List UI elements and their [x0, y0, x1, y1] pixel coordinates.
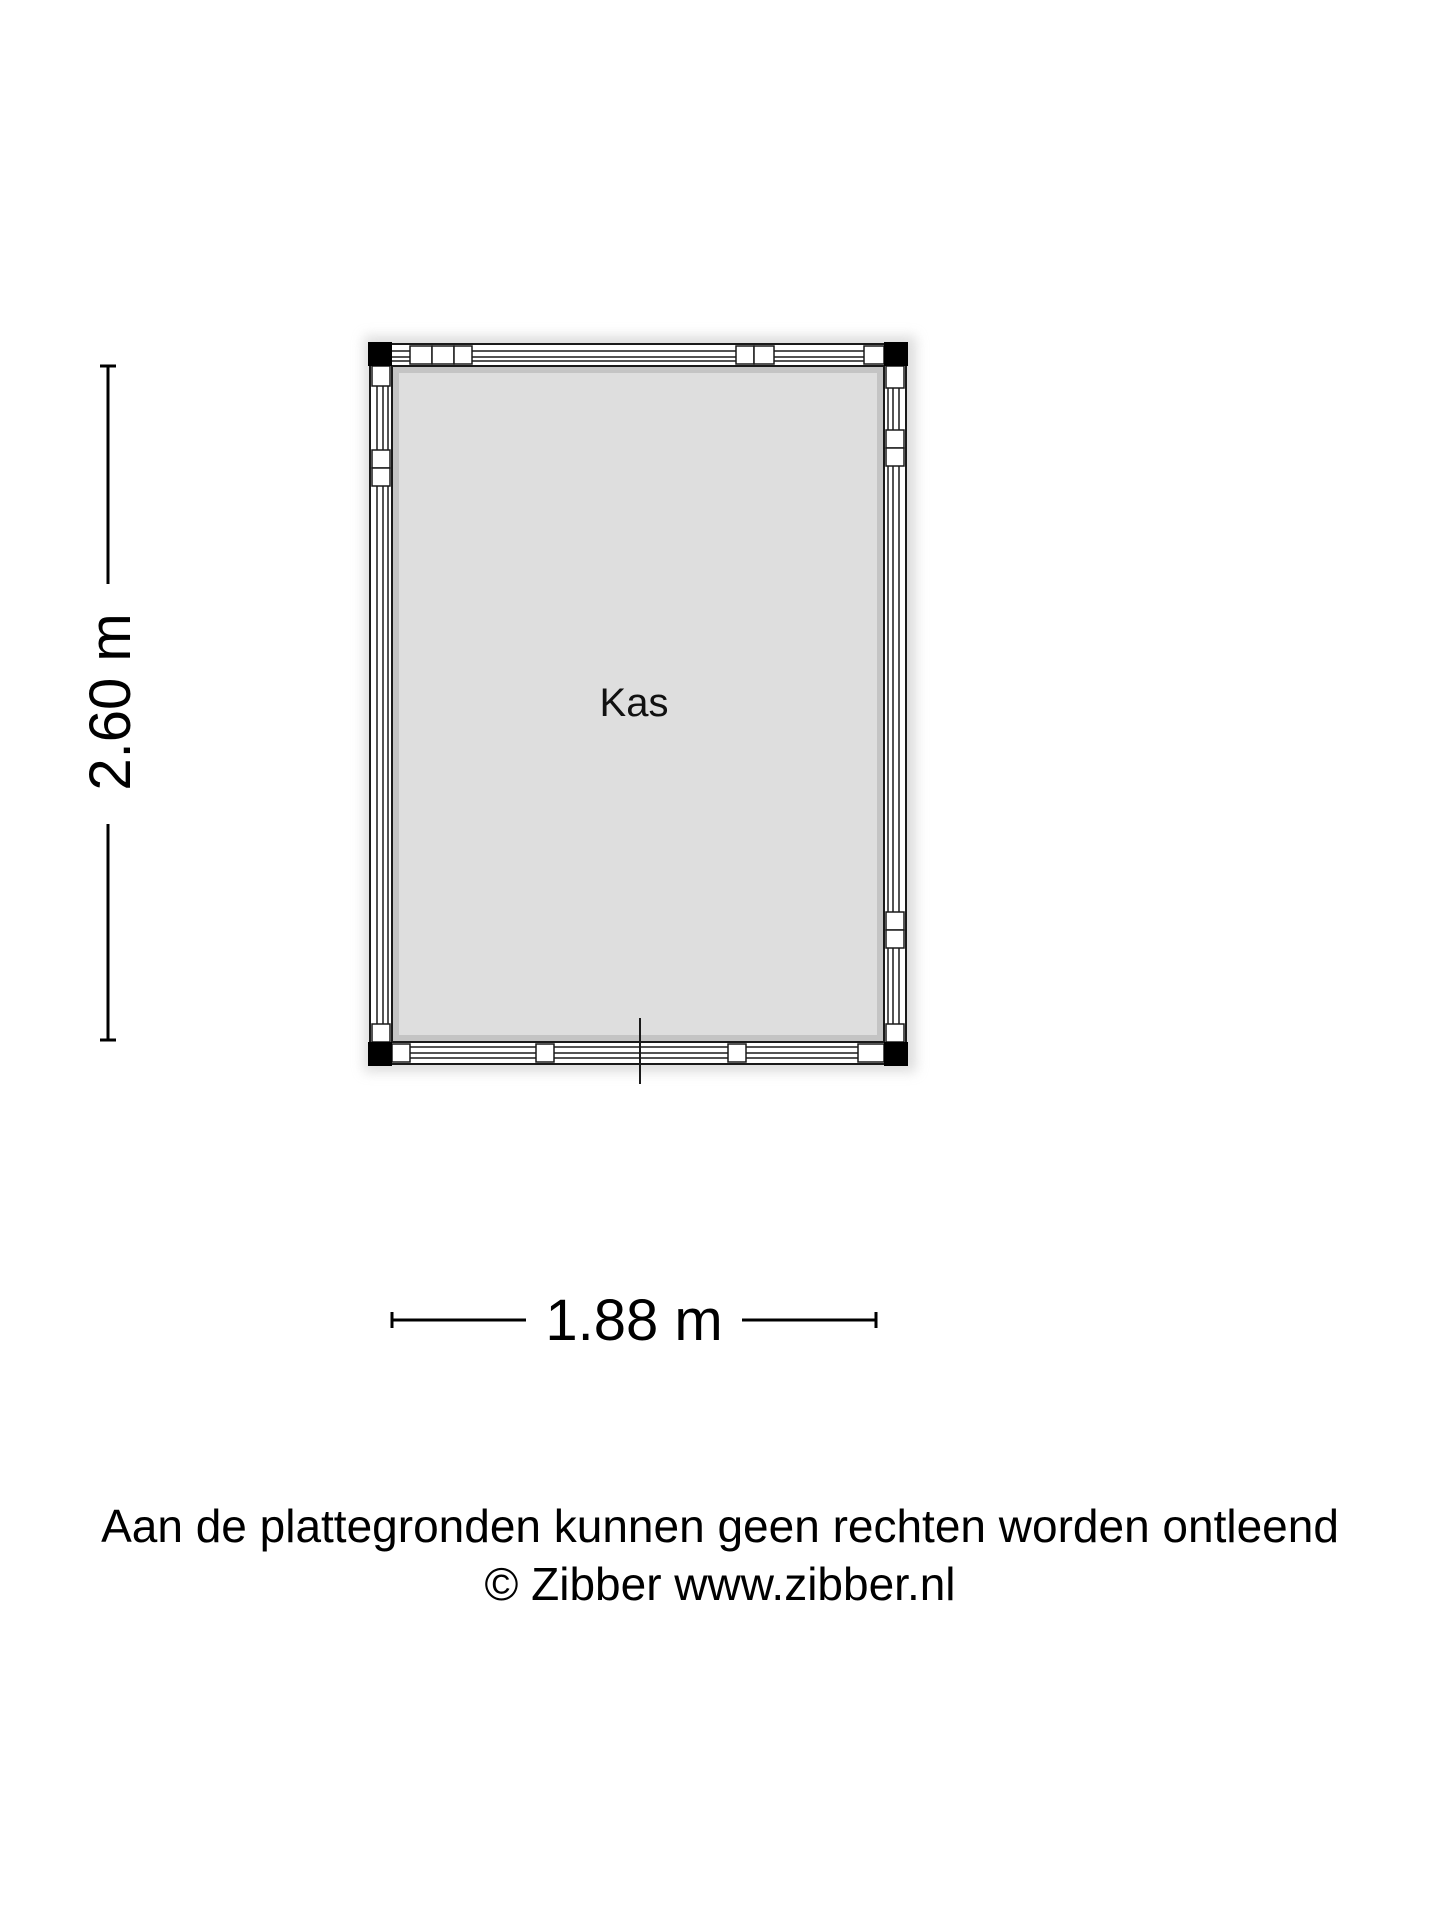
corner-post-top-right: [884, 342, 908, 366]
corner-post-top-left: [368, 342, 392, 366]
corner-post-bottom-left: [368, 1042, 392, 1066]
room-label: Kas: [599, 681, 669, 725]
disclaimer-text: Aan de plattegronden kunnen geen rechten worden ontleend: [101, 1500, 1339, 1552]
copyright-link[interactable]: © Zibber www.zibber.nl: [484, 1558, 956, 1610]
corner-post-bottom-right: [884, 1042, 908, 1066]
dimension-height-label: 2.60 m: [78, 613, 143, 791]
dimension-width-label: 1.88 m: [545, 1288, 723, 1353]
